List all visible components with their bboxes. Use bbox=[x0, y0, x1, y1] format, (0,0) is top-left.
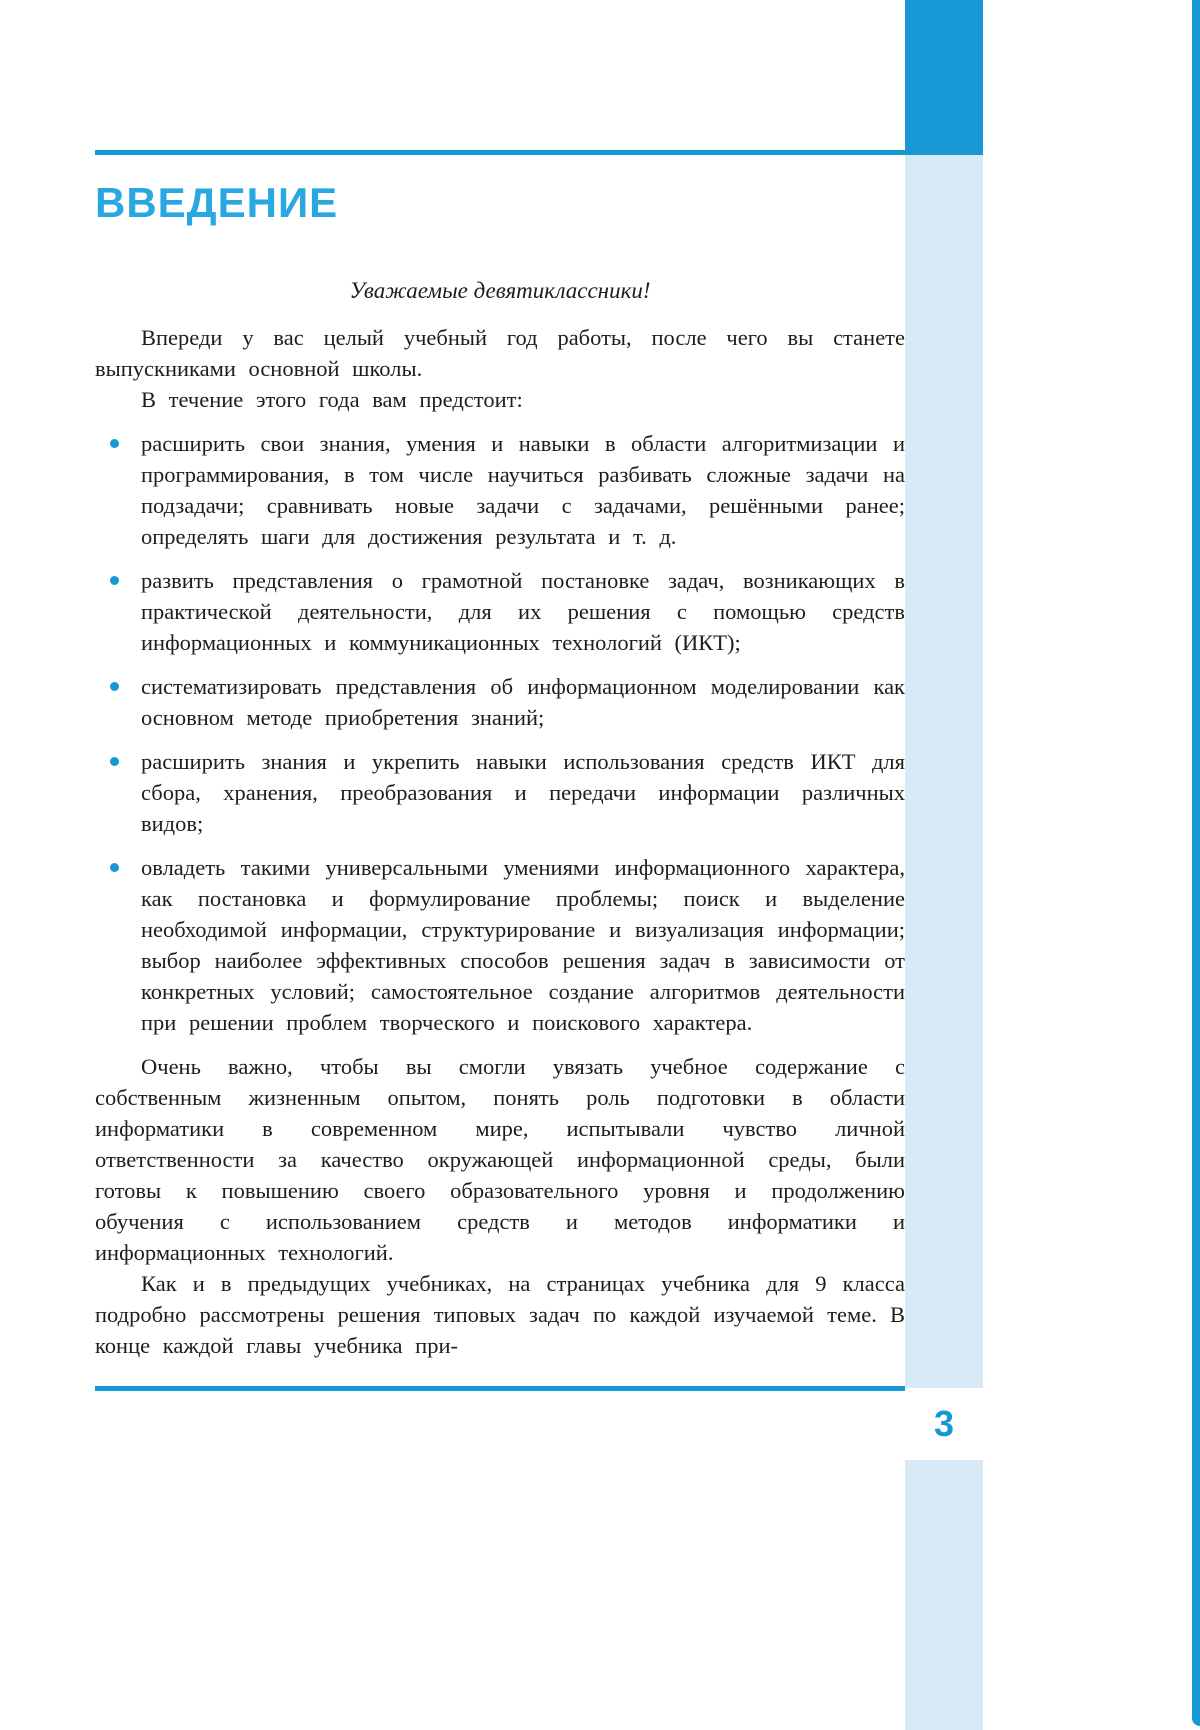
closing-paragraph-1: Очень важно, чтобы вы смогли увязать учебное содержание с собственным жизненным опытом, понять роль подготовки в области информатики в современном мире, испытывали чувство личной ответственности за качество окружающей информационной среды, были готовы к повышению своего образовательного уровня и продолжению обучения с использованием средств и методов информатики и информационных технологий. bbox=[95, 1054, 905, 1265]
bullet-icon bbox=[110, 682, 119, 691]
bullet-text: расширить знания и укрепить навыки использования средств ИКТ для сбора, хранения, преобразования и передачи информации различных видов; bbox=[141, 749, 905, 836]
bullet-item bbox=[95, 671, 905, 733]
bullet-text: развить представления о грамотной постановке задач, возникающих в практической деятельности, для их решения с помощью средств информационных и коммуникационных технологий (ИКТ); bbox=[141, 568, 905, 655]
bullet-item bbox=[95, 428, 905, 552]
top-rule bbox=[95, 150, 905, 155]
bullet-icon bbox=[110, 863, 119, 872]
bullet-item bbox=[95, 565, 905, 658]
intro-paragraph-1: Впереди у вас целый учебный год работы, после чего вы станете выпускниками основной школы. bbox=[95, 325, 905, 381]
page-number: 3 bbox=[933, 1403, 955, 1444]
bullet-text: систематизировать представления об информационном моделировании как основном методе приобретения знаний; bbox=[141, 674, 905, 730]
bottom-rule bbox=[95, 1386, 905, 1391]
page-number-box bbox=[905, 1388, 983, 1460]
salutation: Уважаемые девятиклассники! bbox=[349, 278, 651, 303]
intro-paragraph-2: В течение этого года вам предстоит: bbox=[141, 387, 523, 412]
body-text bbox=[95, 276, 905, 1361]
bullet-list bbox=[95, 428, 905, 1038]
right-stripe bbox=[905, 0, 983, 1730]
content-area bbox=[95, 0, 905, 1730]
chapter-title: ВВЕДЕНИЕ bbox=[95, 179, 339, 226]
bullet-item bbox=[95, 852, 905, 1038]
bullet-icon bbox=[110, 757, 119, 766]
bullet-text: расширить свои знания, умения и навыки в области алгоритмизации и программирования, в том числе научиться разбивать сложные задачи на подзадачи; сравнивать новые задачи с задачами, решёнными ранее; определять шаги для достижения результата и т. д. bbox=[141, 431, 905, 549]
page-edge-line bbox=[1192, 0, 1200, 1726]
stripe-top-block bbox=[905, 0, 983, 155]
bullet-icon bbox=[110, 576, 119, 585]
bullet-text: овладеть такими универсальными умениями информационного характера, как постановка и формулирование проблемы; поиск и выделение необходимой информации, структурирование и визуализация информации; выбор наиболее эффективных способов решения задач в зависимости от конкретных условий; самостоятельное создание алгоритмов деятельности при решении проблем творческого и поискового характера. bbox=[141, 855, 905, 1035]
closing-paragraph-2: Как и в предыдущих учебниках, на страницах учебника для 9 класса подробно рассмотрены решения типовых задач по каждой изучаемой теме. В конце каждой главы учебника при- bbox=[95, 1271, 905, 1358]
bullet-icon bbox=[110, 439, 119, 448]
bullet-item bbox=[95, 746, 905, 839]
